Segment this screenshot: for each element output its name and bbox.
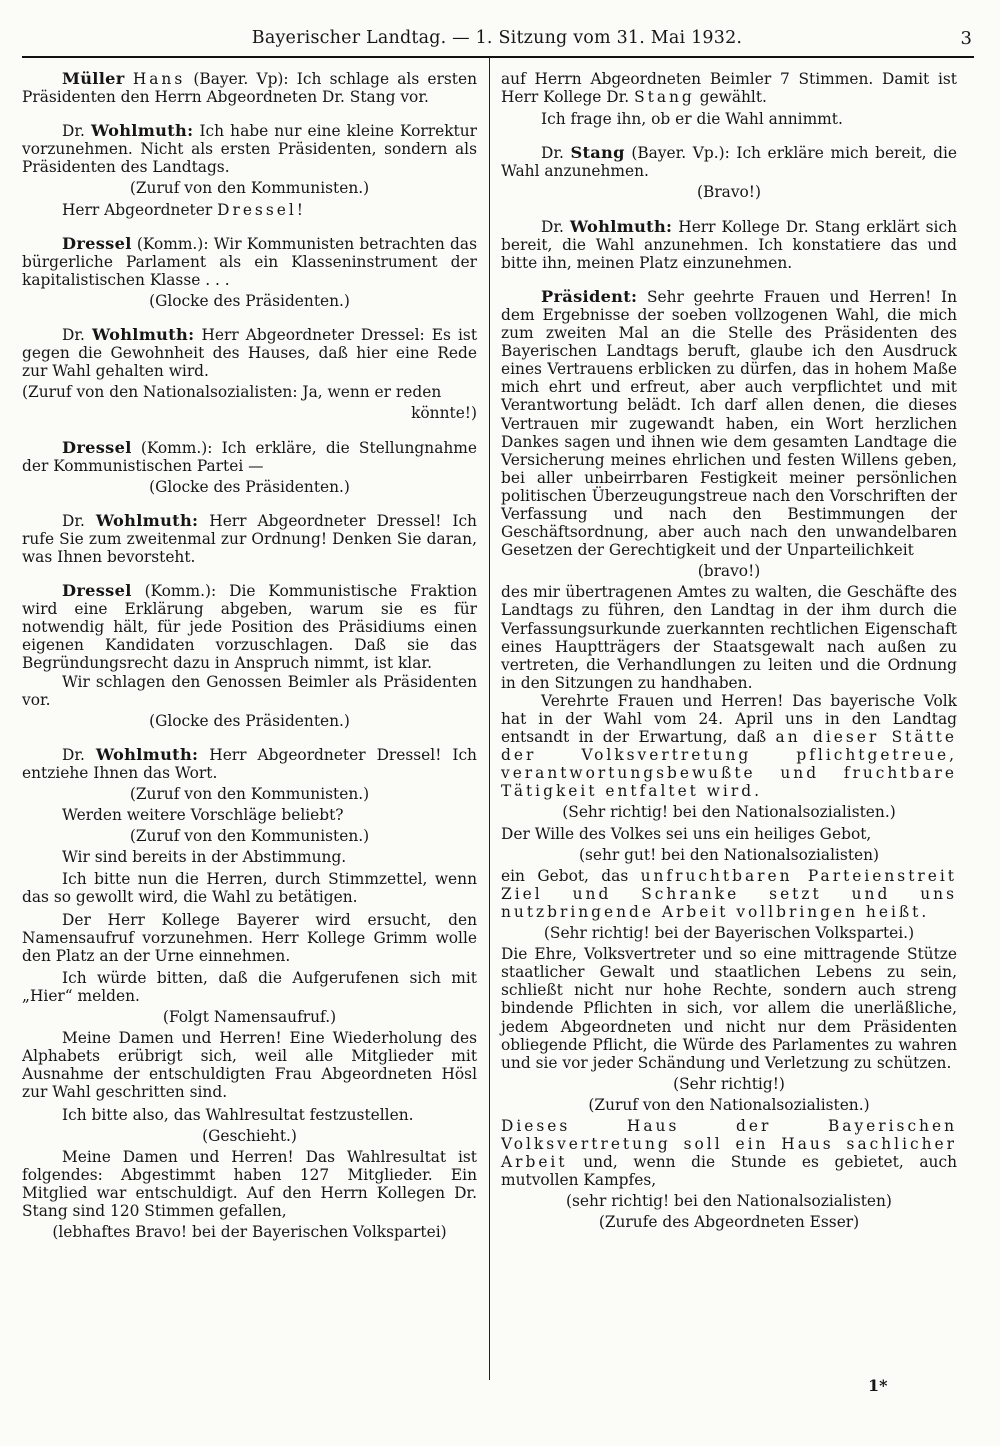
speech-text: Ich habe nur eine kleine Korrektur vorzunehmen. Nicht als ersten Präsidenten, sondern als Präsidenten des Landtags. <box>22 122 477 177</box>
speech-text: Herr Abgeordneter Dressel: Es ist gegen die Gewohnheit des Hauses, daß hier eine Rede zur Wahl gehalten wird. <box>22 326 477 381</box>
interjection: (Sehr richtig! bei der Bayerischen Volkspartei.) <box>543 924 915 943</box>
speech-paragraph: Meine Damen und Herren! Das Wahlresultat ist folgendes: Abgestimmt haben 127 Mitglieder. Ein Mitglied war entschuldigt. Auf den Herrn Kollegen Dr. Stang sind 120 Stimmen gefallen, <box>22 1147 477 1220</box>
interjection-continuation: könnte!) <box>411 404 477 423</box>
speaker-firstname: Hans <box>132 70 186 88</box>
speech-text: gewählt. <box>699 88 767 107</box>
speech-wohlmuth-2 <box>22 326 477 380</box>
speech-praesident <box>501 288 957 559</box>
speaker-title: Dr. <box>541 217 564 236</box>
speech-wohlmuth-3 <box>22 512 477 566</box>
interjection: (bravo!) <box>697 562 761 581</box>
speech-paragraph: Ich bitte nun die Herren, durch Stimmzettel, wenn das so gewollt wird, die Wahl zu betätigen. <box>22 870 477 907</box>
header-title: Bayerischer Landtag. — 1. Sitzung vom 31. Mai 1932. <box>251 28 743 48</box>
column-divider <box>489 58 490 1380</box>
speech-paragraph: Wir sind bereits in der Abstimmung. <box>62 848 347 867</box>
signature-mark: 1* <box>868 1376 888 1395</box>
speech-dressel-2 <box>22 439 477 475</box>
speaker-name: Dressel <box>62 437 132 457</box>
interjection: (Zurufe des Abgeordneten Esser) <box>598 1213 860 1232</box>
interjection: (Sehr richtig! bei den Nationalsozialisten.) <box>562 803 896 822</box>
speech-paragraph: Ich bitte also, das Wahlresultat festzustellen. <box>62 1105 414 1124</box>
interjection: (sehr richtig! bei den Nationalsozialisten) <box>566 1192 892 1211</box>
speech-paragraph <box>501 70 957 106</box>
speaker-name: Müller <box>62 69 125 88</box>
speaker-title: Dr. <box>541 144 564 163</box>
speech-text: Sehr geehrte Frauen und Herren! In dem Ergebnisse der soeben vollzogenen Wahl, die mich zum zweiten Mal an die Stelle des Präsidenten des Bayerischen Landtags beruft, glaube ich den Ausdruck eines Vertrauens erblicken zu dürfen, das in hohem Maße mich ehrt und erfreut, aber auch verpflichtet und mit Verantwortung belädt. Ich darf allen denen, die dieses Vertrauen mir zugewandt haben, ein Wort herzlichen Dankes sagen und ihnen wie dem gesamten Landtage die Versicherung meines ehrlichen und festen Willens geben, bei aller unbeirrbaren Festigkeit meiner persönlichen politischen Überzeugungstreue nach den Vorschriften der Verfassung und nach den Bestimmungen der Geschäftsordnung, aber auch nach den unwandelbaren Gesetzen der Gerechtigkeit und der Unparteilichkeit <box>501 287 957 560</box>
speech-dressel-1 <box>22 235 477 289</box>
speech-text: auf Herrn Abgeordneten Beimler 7 Stimmen. Damit ist Herr Kollege Dr. <box>501 70 957 107</box>
speech-text: (Komm.): Ich erkläre, die Stellungnahme der Kommunistischen Partei — <box>22 438 477 475</box>
right-column <box>501 70 957 1235</box>
speech-stang <box>501 144 957 180</box>
page-number: 3 <box>960 28 972 49</box>
interjection: (Folgt Namensaufruf.) <box>162 1008 337 1027</box>
speaker-name: Präsident: <box>541 286 638 306</box>
speaker-name: Stang <box>570 143 625 163</box>
speaker-name: Wohlmuth: <box>95 510 199 530</box>
speech-text: (Komm.): Die Kommunistische Fraktion wird eine Erklärung abgeben, warum sie es für notwendig hält, für jede Position des Präsidiums einen eigenen Kandidaten vorzuschlagen. Daß sie das Begründungsrecht dazu in Anspruch nimmt, ist klar. <box>22 582 477 673</box>
interjection: (Sehr richtig!) <box>673 1074 785 1093</box>
speaker-name: Wohlmuth: <box>569 216 673 236</box>
interjection: (Zuruf von den Kommunisten.) <box>129 179 370 198</box>
speech-paragraph: Der Herr Kollege Bayerer wird ersucht, den Namensaufruf vorzunehmen. Herr Kollege Grimm wolle den Platz an der Urne einnehmen. <box>22 910 477 965</box>
speech-text: Herr Abgeordneter Dressel! Ich entziehe Ihnen das Wort. <box>22 745 477 782</box>
speech-text: ein Gebot, das <box>501 866 629 885</box>
speech-dressel-3 <box>22 582 477 672</box>
interjection: (Zuruf von den Nationalsozialisten.) <box>588 1095 870 1114</box>
header-rule <box>22 56 974 58</box>
speech-text: Herr Abgeordneter Dressel! Ich rufe Sie zum zweitenmal zur Ordnung! Denken Sie daran, was Ihnen bevorsteht. <box>22 511 477 566</box>
interjection: (sehr gut! bei den Nationalsozialisten) <box>578 845 880 864</box>
speech-continuation <box>22 201 477 219</box>
speech-wohlmuth-4 <box>22 746 477 782</box>
speech-wohlmuth-5 <box>501 218 957 272</box>
interjection: (Zuruf von den Kommunisten.) <box>129 785 370 803</box>
spaced-text: an dieser Stätte der Volksvertretung pflichtgetreue, verantwortungsbewußte und fruchtbare Tätigkeit entfaltet wird. <box>501 728 957 801</box>
spaced-text: Dieses Haus der Bayerischen Volksvertretung soll ein Haus sachlicher Arbeit <box>501 1116 957 1172</box>
speech-text: (Bayer. Vp.): Ich erkläre mich bereit, die Wahl anzunehmen. <box>501 144 957 181</box>
speech-paragraph <box>501 692 957 801</box>
speech-paragraph: des mir übertragenen Amtes zu walten, die Geschäfte des Landtags zu führen, den Landtag in der ihm durch die Verfassungsurkunde zuerkannten rechtlichen Eigenschaft eines Hauptträgers der Staatsgewalt nach außen zu vertreten, die Verhandlungen zu leiten und die Ordnung in den Sitzungen zu handhaben. <box>501 583 957 692</box>
speech-text: (Bayer. Vp): Ich schlage als ersten Präsidenten den Herrn Abgeordneten Dr. Stang vor. <box>22 70 477 107</box>
left-column <box>22 70 477 1244</box>
speech-wohlmuth-1 <box>22 122 477 176</box>
speech-text: (Komm.): Wir Kommunisten betrachten das bürgerliche Parlament als ein Klasseninstrument der kapitalistischen Klasse . . . <box>22 234 477 289</box>
speech-text: Verehrte Frauen und Herren! Das bayerische Volk hat in der Wahl vom 24. April uns in den Landtag entsandt in der Erwartung, daß <box>501 691 957 747</box>
speech-paragraph <box>501 867 957 921</box>
interjection: (Geschieht.) <box>202 1126 297 1145</box>
speech-paragraph: Meine Damen und Herren! Eine Wiederholung des Alphabets erübrigt sich, weil alle Mitglieder mit Ausnahme der entschuldigten Frau Abgeordneten Hösl zur Wahl geschritten sind. <box>22 1029 477 1102</box>
speaker-title: Dr. <box>62 745 85 764</box>
speaker-name: Dressel <box>62 233 132 253</box>
speech-paragraph <box>501 1117 957 1189</box>
interjection: (Glocke des Präsidenten.) <box>149 477 350 496</box>
speech-text: Herr Abgeordneter <box>62 200 213 219</box>
spaced-text: unfruchtbaren Parteienstreit Ziel und Schranke setzt und uns nutzbringende Arbeit vollbringen heißt. <box>501 866 957 921</box>
speaker-title: Dr. <box>62 326 85 345</box>
speech-mueller <box>22 70 477 106</box>
speech-paragraph: Ich würde bitten, daß die Aufgerufenen sich mit „Hier“ melden. <box>22 968 477 1005</box>
interjection: (Bravo!) <box>697 183 761 202</box>
speaker-name: Wohlmuth: <box>95 744 199 764</box>
speech-text: und, wenn die Stunde es gebietet, auch mutvollen Kampfes, <box>501 1153 957 1190</box>
speech-paragraph: Werden weitere Vorschläge beliebt? <box>62 806 344 825</box>
interjection: (Zuruf von den Nationalsozialisten: Ja, wenn er reden <box>22 383 442 402</box>
interjection: (Zuruf von den Kommunisten.) <box>129 827 370 846</box>
speech-paragraph: Wir schlagen den Genossen Beimler als Präsidenten vor. <box>22 672 477 709</box>
speech-paragraph: Der Wille des Volkes sei uns ein heiliges Gebot, <box>501 824 872 843</box>
interjection: (Glocke des Präsidenten.) <box>149 711 350 730</box>
speaker-name: Wohlmuth: <box>91 325 195 345</box>
interjection: (lebhaftes Bravo! bei der Bayerischen Volkspartei) <box>52 1223 447 1242</box>
speech-paragraph: Die Ehre, Volksvertreter und so eine mittragende Stütze staatlicher Gewalt und staatlichen Lebens zu sein, schließt nicht nur hohe Rechte, sondern auch streng bindende Pflichten in sich, vor allem die unerläßliche, jedem Abgeordneten und nicht nur dem Präsidenten obliegende Pflicht, die Würde des Parlamentes zu wahren und sie vor jeder Schändung und Verletzung zu schützen. <box>501 945 957 1072</box>
speech-text: Herr Kollege Dr. Stang erklärt sich bereit, die Wahl anzunehmen. Ich konstatiere das und bitte ihn, meinen Platz einzunehmen. <box>501 217 957 272</box>
speaker-name: Dressel <box>62 581 132 601</box>
speaker-title: Dr. <box>62 511 85 530</box>
speech-paragraph: Ich frage ihn, ob er die Wahl annimmt. <box>541 110 843 129</box>
interjection: (Glocke des Präsidenten.) <box>149 291 350 310</box>
speaker-title: Dr. <box>62 122 85 141</box>
spaced-name: Stang <box>634 88 695 107</box>
spaced-name: Dressel! <box>217 200 306 219</box>
page-header <box>22 28 972 52</box>
speaker-name: Wohlmuth: <box>90 121 194 141</box>
